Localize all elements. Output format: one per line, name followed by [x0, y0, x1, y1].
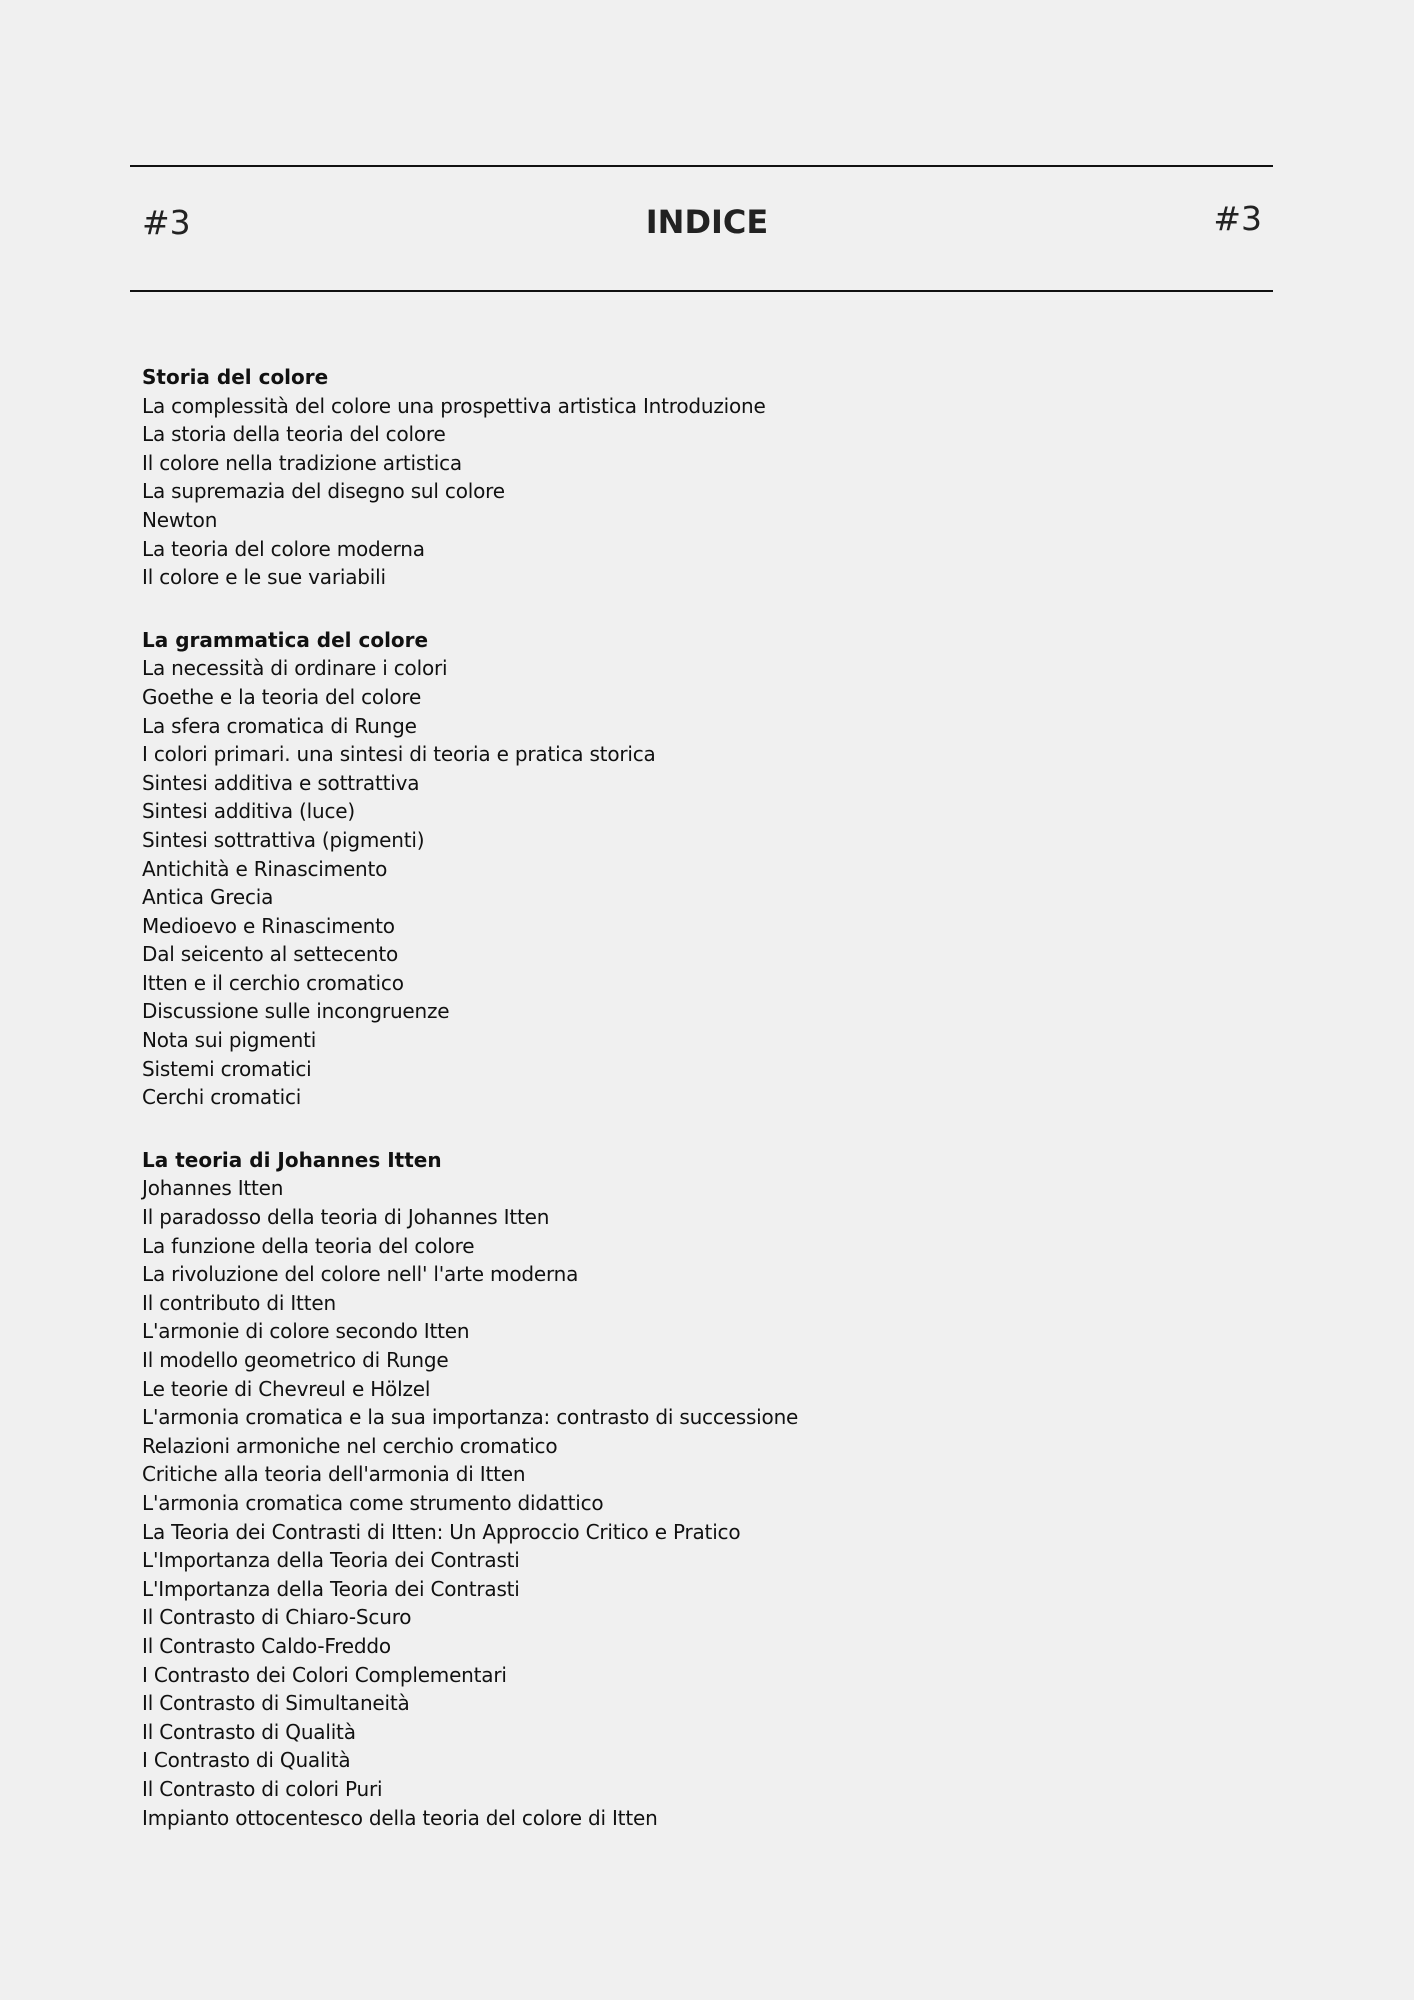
toc-section	[142, 363, 1242, 592]
toc-entry: Il Contrasto Caldo-Freddo	[142, 1633, 391, 1658]
page-number-right: #3	[1213, 199, 1262, 238]
toc-entry: La necessità di ordinare i colori	[142, 656, 448, 681]
toc-entry: Il Contrasto di Qualità	[142, 1719, 356, 1744]
toc-entry: Il Contrasto di colori Puri	[142, 1776, 383, 1801]
page-title: INDICE	[645, 203, 769, 241]
toc-entry: Critiche alla teoria dell'armonia di Itten	[142, 1462, 526, 1487]
toc-entry: Il paradosso della teoria di Johannes Itten	[142, 1205, 550, 1230]
header-bottom-rule	[130, 290, 1273, 292]
toc-entry: L'armonie di colore secondo Itten	[142, 1319, 470, 1344]
toc-entry: La teoria del colore moderna	[142, 536, 425, 561]
toc-entry: Il Contrasto di Simultaneità	[142, 1691, 410, 1716]
toc-entry: La sfera cromatica di Runge	[142, 713, 417, 738]
toc-entry: Goethe e la teoria del colore	[142, 684, 422, 709]
toc-entry: Medioevo e Rinascimento	[142, 913, 395, 938]
toc-section-title: La grammatica del colore	[142, 627, 429, 652]
toc-entry: La complessità del colore una prospettiva artistica Introduzione	[142, 393, 766, 418]
toc-entry: I Contrasto di Qualità	[142, 1748, 351, 1773]
toc-entry: La Teoria dei Contrasti di Itten: Un Approccio Critico e Pratico	[142, 1519, 741, 1544]
toc-entry: Cerchi cromatici	[142, 1085, 302, 1110]
toc-entry: Il contributo di Itten	[142, 1290, 336, 1315]
toc-entry: I Contrasto dei Colori Complementari	[142, 1662, 507, 1687]
toc-entry: La supremazia del disegno sul colore	[142, 479, 505, 504]
toc-section	[142, 1146, 1242, 1832]
toc-entry: Johannes Itten	[142, 1176, 284, 1201]
toc-entry: Le teorie di Chevreul e Hölzel	[142, 1376, 431, 1401]
toc-entry: Sintesi additiva e sottrattiva	[142, 770, 420, 795]
toc-entry: Itten e il cerchio cromatico	[142, 970, 404, 995]
toc-entry: Discussione sulle incongruenze	[142, 999, 450, 1024]
toc-section-title: La teoria di Johannes Itten	[142, 1147, 442, 1172]
toc-entry: Il Contrasto di Chiaro-Scuro	[142, 1605, 412, 1630]
toc-entry: La rivoluzione del colore nell' l'arte moderna	[142, 1262, 579, 1287]
toc-entry: La funzione della teoria del colore	[142, 1233, 475, 1258]
toc-entry: L'Importanza della Teoria dei Contrasti	[142, 1548, 520, 1573]
toc-entry: La storia della teoria del colore	[142, 422, 446, 447]
toc-entry: Sintesi additiva (luce)	[142, 799, 355, 824]
toc-entry: I colori primari. una sintesi di teoria e pratica storica	[142, 742, 656, 767]
toc-entry: Sistemi cromatici	[142, 1056, 312, 1081]
toc-entry: Sintesi sottrattiva (pigmenti)	[142, 827, 425, 852]
page-number-left: #3	[142, 203, 191, 242]
toc-entry: L'armonia cromatica come strumento didattico	[142, 1490, 604, 1515]
toc-entry: Dal seicento al settecento	[142, 942, 399, 967]
toc-entry: Antichità e Rinascimento	[142, 856, 388, 881]
header-top-rule	[130, 165, 1273, 167]
toc-entry: Antica Grecia	[142, 885, 274, 910]
toc-entry: Il colore nella tradizione artistica	[142, 450, 462, 475]
toc-entry: Il colore e le sue variabili	[142, 565, 386, 590]
toc-section-title: Storia del colore	[142, 365, 329, 389]
toc-entry: Relazioni armoniche nel cerchio cromatico	[142, 1433, 558, 1458]
toc-entry: L'armonia cromatica e la sua importanza: contrasto di successione	[142, 1405, 799, 1430]
toc-entry: Newton	[142, 507, 218, 532]
toc-entry: Il modello geometrico di Runge	[142, 1348, 449, 1372]
toc-entry: Impianto ottocentesco della teoria del colore di Itten	[142, 1805, 658, 1830]
toc-entry: L'Importanza della Teoria dei Contrasti	[142, 1576, 520, 1601]
table-of-contents	[142, 363, 1242, 1866]
toc-section	[142, 626, 1242, 1112]
toc-entry: Nota sui pigmenti	[142, 1028, 317, 1053]
